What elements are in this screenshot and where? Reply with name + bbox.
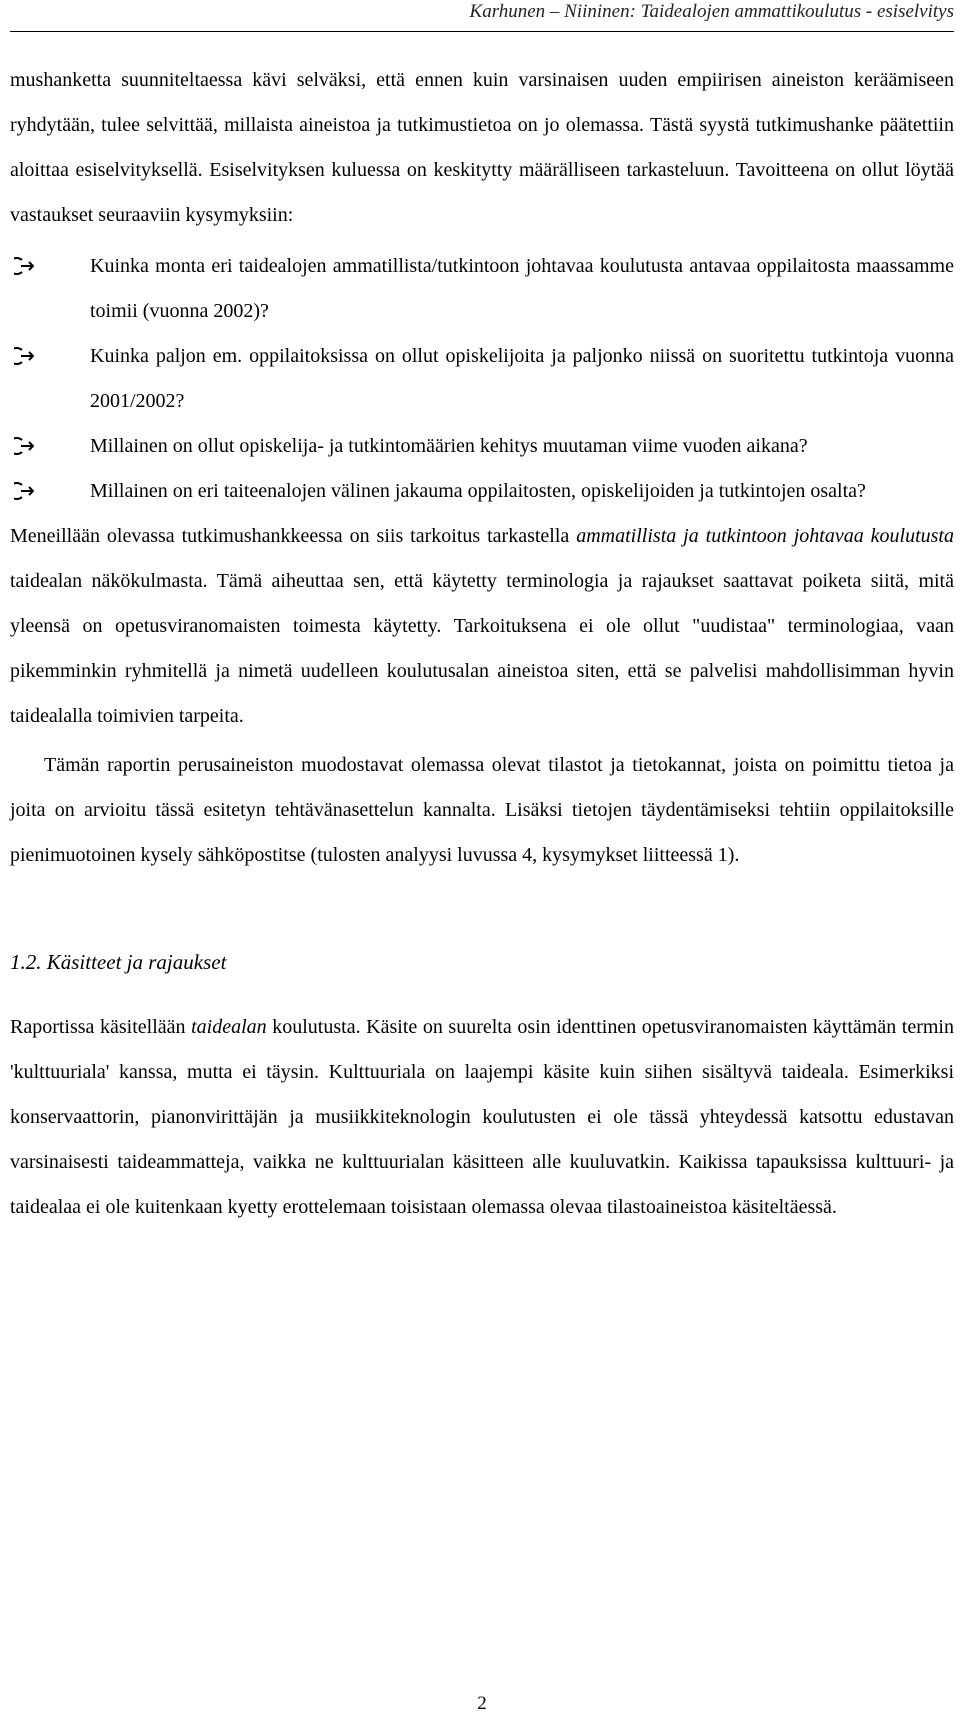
question-text: Kuinka monta eri taidealojen ammatillista/tutkintoon johtavaa koulutusta antavaa oppilaitosta maassamme toimii (vuonna 2002)? (90, 255, 954, 322)
list-item (10, 469, 954, 514)
concepts-emphasis: taidealan (191, 1016, 267, 1038)
intro-paragraph: mushanketta suunniteltaessa kävi selväksi, että ennen kuin varsinaisen uuden empiirisen aineiston keräämiseen ryhdytään, tulee selvittää, millaista aineistoa ja tutkimustietoa on jo olemassa. Tästä syystä tutkimushanke päätettiin aloittaa esiselvityksellä. Esiselvityksen kuluessa on keskitytty määrälliseen tarkasteluun. Tavoitteena on ollut löytää vastaukset seuraaviin kysymyksiin: (10, 69, 954, 226)
purpose-text: Meneillään olevassa tutkimushankkeessa on siis tarkoitus tarkastella (10, 525, 577, 547)
section-heading: 1.2. Käsitteet ja rajaukset (10, 950, 227, 974)
question-text: Millainen on ollut opiskelija- ja tutkintomäärien kehitys muutaman viime vuoden aikana? (90, 435, 808, 457)
concepts-paragraph (10, 1005, 954, 1230)
running-header: Karhunen – Niininen: Taidealojen ammattikoulutus - esiselvitys (469, 1, 954, 22)
purpose-paragraph (10, 514, 954, 739)
list-item (10, 334, 954, 424)
circled-arrow-right-icon (14, 345, 36, 367)
document-page (10, 0, 954, 1722)
circled-arrow-right-icon (14, 255, 36, 277)
data-paragraph: Tämän raportin perusaineiston muodostavat olemassa olevat tilastot ja tietokannat, joista on poimittu tietoa ja joita on arvioitu tässä esitetyn tehtävänasettelun kannalta. Lisäksi tietojen täydentämiseksi tehtiin oppilaitoksille pienimuotoinen kysely sähköpostitse (tulosten analyysi luvussa 4, kysymykset liitteessä 1). (10, 754, 954, 866)
concepts-text-continued: koulutusta. Käsite on suurelta osin identtinen opetusviranomaisten käyttämän termin 'kulttuuriala' kanssa, mutta ei täysin. Kulttuuriala on laajempi käsite kuin siihen sisältyvä taideala. Esimerkiksi konservaattorin, pianonvirittäjän ja musiikkiteknologin koulutusten ei ole tässä yhteydessä katsottu edustavan varsinaisesti taideammatteja, vaikka ne kulttuurialan käsitteen alle kuuluvatkin. Kaikissa tapauksissa kulttuuri- ja taidealaa ei ole kuitenkaan kyetty erottelemaan toisistaan olemassa olevaa tilastoaineistoa käsiteltäessä. (10, 1016, 954, 1218)
question-text: Kuinka paljon em. oppilaitoksissa on ollut opiskelijoita ja paljonko niissä on suoritettu tutkintoja vuonna 2001/2002? (90, 345, 954, 412)
circled-arrow-right-icon (14, 435, 36, 457)
question-text: Millainen on eri taiteenalojen välinen jakauma oppilaitosten, opiskelijoiden ja tutkintojen osalta? (90, 480, 866, 502)
page-content (10, 58, 954, 1230)
concepts-text: Raportissa käsitellään (10, 1016, 192, 1038)
header-rule (10, 31, 954, 32)
list-item (10, 244, 954, 334)
purpose-text-continued: taidealan näkökulmasta. Tämä aiheuttaa sen, että käytetty terminologia ja rajaukset saattavat poiketa siitä, mitä yleensä on opetusviranomaisten toimesta käytetty. Tarkoituksena ei ole ollut "uudistaa" terminologiaa, vaan pikemminkin ryhmitellä ja nimetä uudelleen koulutusalan aineistoa siten, että se palvelisi mahdollisimman hyvin taidealalla toimivien tarpeita. (10, 570, 954, 727)
purpose-emphasis: ammatillista ja tutkintoon johtavaa koulutusta (576, 525, 954, 547)
spacer (10, 878, 954, 940)
circled-arrow-right-icon (14, 480, 36, 502)
spacer (10, 985, 954, 1005)
research-questions-list (10, 244, 954, 514)
list-item (10, 424, 954, 469)
page-number: 2 (477, 1693, 487, 1714)
